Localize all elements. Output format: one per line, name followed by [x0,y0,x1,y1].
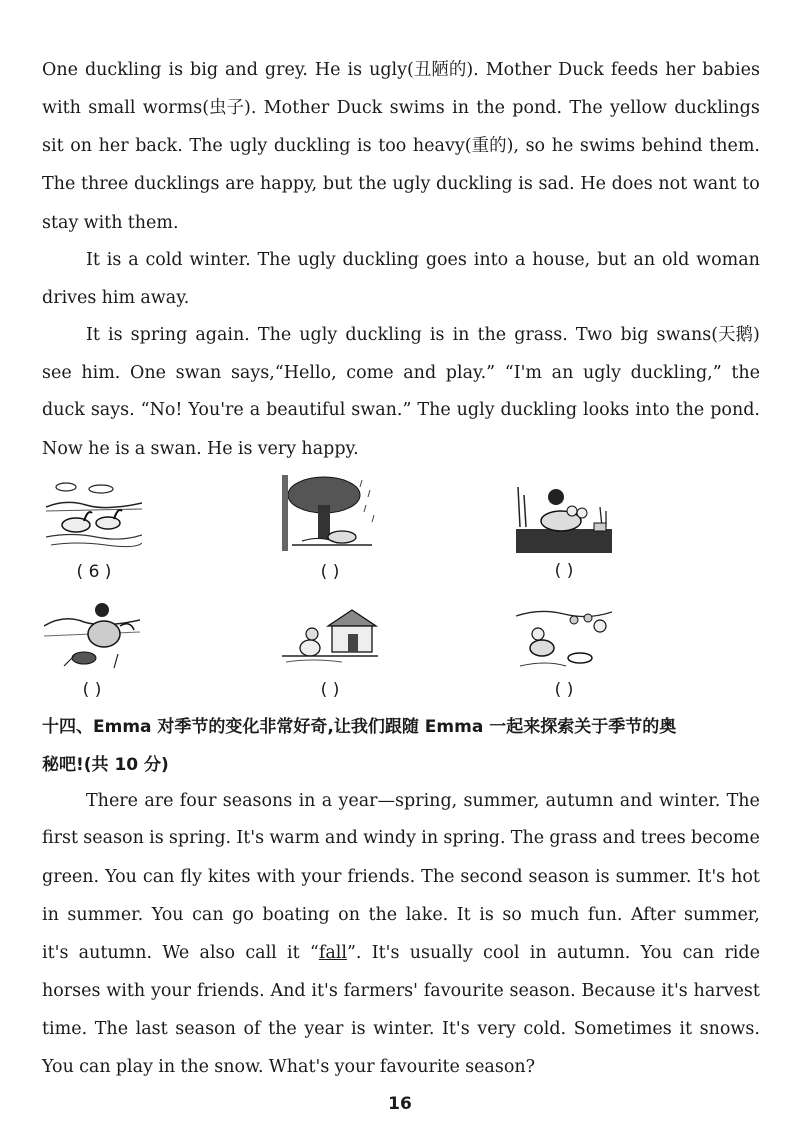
word: duck [42,400,85,420]
word: He [314,60,341,80]
word: fly [180,867,202,887]
word: is [114,439,130,459]
word: and [225,60,258,80]
word: pond. [710,400,760,420]
word: The [421,867,455,887]
page-number: 16 [388,1094,412,1114]
word: much [530,905,580,925]
word: last [135,1019,168,1039]
word: so [525,136,546,156]
word: with [256,867,296,887]
story-line [42,287,760,309]
word: is [237,439,253,459]
word: but [597,250,627,270]
word: him [101,288,136,308]
word: grass. [514,325,568,345]
word: on [338,905,360,925]
word: drives [42,288,97,308]
word: is [429,325,445,345]
word: are [225,174,255,194]
word: duckling [273,136,351,156]
word: is [149,828,164,848]
passage-line [42,980,760,1002]
word: to [742,174,760,194]
word: time. [42,1019,88,1039]
word: lake. [405,905,449,925]
word: them. [709,136,760,156]
story-line [86,249,760,271]
word: Duck [558,60,604,80]
word: can [79,1057,111,1077]
word: the [180,1057,210,1077]
word: season [175,1019,236,1039]
word: play.” [445,363,496,383]
word: ugly [583,363,621,383]
word: swan.” [351,400,412,420]
story-line [42,173,760,195]
underlined-word: fall [318,943,347,963]
word: fun. [587,905,623,925]
word: behind [641,136,703,156]
word: is [350,1019,366,1039]
word: ugly [456,400,495,420]
word: cold. [523,1019,567,1039]
word: too [378,136,407,156]
mother-duck-swimming-picture [516,477,612,553]
word: The [257,325,292,345]
word: in [421,828,439,848]
word: he [551,136,574,156]
word: kites [207,867,251,887]
word: swan. [150,439,202,459]
answer-blank[interactable]: ( ) [320,562,340,582]
word: duckling [500,400,578,420]
word: It [86,325,100,345]
word: a [321,791,333,811]
word: “fall”. [309,943,362,963]
passage-line [42,942,760,964]
word: You [105,867,137,887]
word: your [301,867,342,887]
word: season [528,867,590,887]
word: the [268,1019,297,1039]
passage-line [42,1056,760,1078]
word: in [158,1057,176,1077]
word: the [476,98,505,118]
word: sit [42,136,64,156]
word: with [106,981,146,1001]
word: second [460,867,523,887]
word: and [324,828,358,848]
word: is [518,174,533,194]
word: summer. [67,905,144,925]
word: He [580,174,606,194]
word: yellow [610,98,667,118]
word: him. [81,363,121,383]
word: harvest [693,981,760,1001]
word: The [42,174,76,194]
word: a [128,250,139,270]
word: is [106,250,122,270]
word: winter. [659,791,721,811]
word: ugly [297,250,336,270]
answer-blank[interactable]: ( 6 ) [76,562,112,582]
word: usually [409,943,473,963]
word: in [529,943,547,963]
word: trees [640,828,686,848]
word: favourite [379,1057,460,1077]
word: Mother [485,60,552,80]
word: woman [696,250,760,270]
word: the [368,905,398,925]
word: duckling [84,60,162,80]
story-line [86,324,760,346]
word: in [452,325,470,345]
word: into [473,250,509,270]
word: babies [702,60,760,80]
word: is [347,60,363,80]
duckling-house-picture [282,600,378,676]
word: spring [130,325,188,345]
word: warm [269,828,320,848]
word: grass [549,828,598,848]
word: autumn. [78,943,153,963]
word: with [83,213,123,233]
word: can [192,905,224,925]
word: friends. [196,981,265,1001]
word: want [692,174,737,194]
word: become [691,828,760,848]
story-line [42,212,760,234]
word: summer, [463,791,540,811]
word: with [42,98,81,118]
word: snows. [699,1019,760,1039]
word: an [633,250,656,270]
word: call [245,943,277,963]
word: season [83,828,144,848]
word: cold [145,250,183,270]
word: looks [583,400,630,420]
word: You [640,943,673,963]
word: season? [465,1057,536,1077]
word: is [108,325,123,345]
word: it's [42,943,69,963]
word: The [94,1019,129,1039]
word: “No! [140,400,183,420]
word: an [551,363,574,383]
passage-line [42,1018,760,1040]
word: swan [175,363,222,383]
word: spring. [168,828,232,848]
word: the [358,174,387,194]
word: and [619,791,653,811]
word: farmers' [343,981,418,1001]
word: into [635,400,670,420]
word: “I'm [504,363,543,383]
word: The [569,98,603,118]
word: year [304,1019,344,1039]
word: One [130,363,166,383]
word: horses [42,981,101,1001]
passage-line [42,904,760,926]
word: year—spring, [338,791,458,811]
word: seasons [222,791,293,811]
answer-blank[interactable]: ( ) [320,680,340,700]
word: is [357,136,372,156]
story-line [42,438,760,460]
story-line [42,97,760,119]
word: The [726,791,760,811]
swans-pond-picture [46,477,142,553]
word: ducklings [134,174,220,194]
word: summer. [615,867,692,887]
passage-line [42,866,760,888]
story-line [42,399,760,421]
word: It's [236,828,265,848]
word: The [257,250,291,270]
word: sad. [538,174,575,194]
word: The [189,136,223,156]
word: One [42,60,78,80]
word: spring. [443,828,506,848]
word: season. [509,981,576,1001]
word: Two [575,325,613,345]
word: autumn. [556,943,631,963]
word: your [334,1057,375,1077]
word: back. [135,136,183,156]
word: feeds [610,60,659,80]
word: grey. [264,60,308,80]
passage-line [42,827,760,849]
passage-line [86,790,760,812]
word: snow. [214,1057,264,1077]
word: the [477,325,507,345]
word: ugly [229,136,268,156]
word: There [86,791,139,811]
word: It's [371,943,400,963]
word: also [199,943,236,963]
word: of [243,1019,261,1039]
word: swims [389,98,445,118]
word: play [115,1057,153,1077]
word: it [679,1019,692,1039]
word: Because [581,981,656,1001]
word: favourite [423,981,504,1001]
section-heading: 十四、Emma 对季节的变化非常好奇,让我们跟随 Emma 一起来探索关于季节的奥 [42,717,677,737]
section-heading: 秘吧!(共 10 分) [42,755,169,775]
mother-duck-nest-picture [44,596,140,672]
word: We [162,943,190,963]
word: Now [42,439,83,459]
word: the [731,363,760,383]
word: autumn [545,791,614,811]
word: says. [90,400,135,420]
word: it's [311,981,338,1001]
word: stay [42,213,79,233]
word: house, [532,250,591,270]
story-line [42,59,760,81]
word: very [477,1019,516,1039]
word: four [179,791,217,811]
word: it's [661,981,688,1001]
word: a [249,400,261,420]
word: It [456,905,471,925]
ducklings-pond-picture [516,596,612,672]
word: swans(天鹅) [656,325,760,345]
word: can [142,867,175,887]
word: ride [724,943,760,963]
word: duckling [342,250,419,270]
word: in [452,98,469,118]
word: small [88,98,136,118]
word: come [346,363,394,383]
word: You [42,1057,74,1077]
word: away. [140,288,190,308]
word: boating [262,905,330,925]
word: cool [483,943,520,963]
word: summer, [684,905,760,925]
word: duckling [436,174,513,194]
word: can [682,943,715,963]
story-line [42,362,760,384]
word: It's [697,867,726,887]
word: ugly [392,174,431,194]
word: ugly [299,325,338,345]
word: so [502,905,522,925]
word: her [98,136,129,156]
word: a [134,439,146,459]
word: After [630,905,676,925]
word: You [151,905,184,925]
word: but [322,174,353,194]
word: It's [441,1019,470,1039]
word: swims [579,136,636,156]
word: The [417,400,451,420]
word: You're [188,400,244,420]
word: is [168,60,184,80]
word: duckling [345,325,422,345]
word: again. [195,325,250,345]
word: in [42,905,59,925]
tree-winter-picture [282,475,378,551]
word: big [190,60,219,80]
word: What's [268,1057,330,1077]
word: he [88,439,110,459]
word: three [80,174,129,194]
word: and [602,828,636,848]
word: winter. [189,250,251,270]
answer-blank[interactable]: ( ) [554,680,574,700]
word: windy [363,828,417,848]
word: in [298,791,316,811]
word: ducklings [674,98,760,118]
word: is [479,905,494,925]
word: are [144,791,174,811]
word: it [287,943,300,963]
word: a [514,250,526,270]
word: old [661,250,690,270]
word: duckling,” [630,363,722,383]
word: pond. [512,98,563,118]
word: Duck [336,98,383,118]
word: friends. [347,867,416,887]
word: worms(虫子). [142,98,257,118]
word: says,“Hello, [230,363,337,383]
word: big [620,325,649,345]
answer-blank[interactable]: ( ) [82,680,102,700]
word: happy, [260,174,318,194]
word: very [257,439,297,459]
word: ugly(丑陋的). [369,60,479,80]
word: Sometimes [573,1019,672,1039]
word: And [270,981,306,1001]
story-line [42,135,760,157]
word: not [658,174,688,194]
word: see [42,363,72,383]
word: is [595,867,610,887]
word: first [42,828,79,848]
word: hot [731,867,760,887]
word: them. [127,213,179,233]
word: the [675,400,705,420]
word: The [510,828,545,848]
word: on [70,136,93,156]
word: winter. [373,1019,435,1039]
word: heavy(重的), [412,136,519,156]
word: happy. [301,439,359,459]
word: does [611,174,653,194]
answer-blank[interactable]: ( ) [554,561,574,581]
word: It [86,250,100,270]
word: go [232,905,254,925]
word: goes [425,250,467,270]
word: and [403,363,437,383]
word: your [150,981,192,1001]
word: Mother [263,98,330,118]
word: He [206,439,233,459]
word: beautiful [266,400,346,420]
word: green. [42,867,100,887]
word: her [665,60,696,80]
